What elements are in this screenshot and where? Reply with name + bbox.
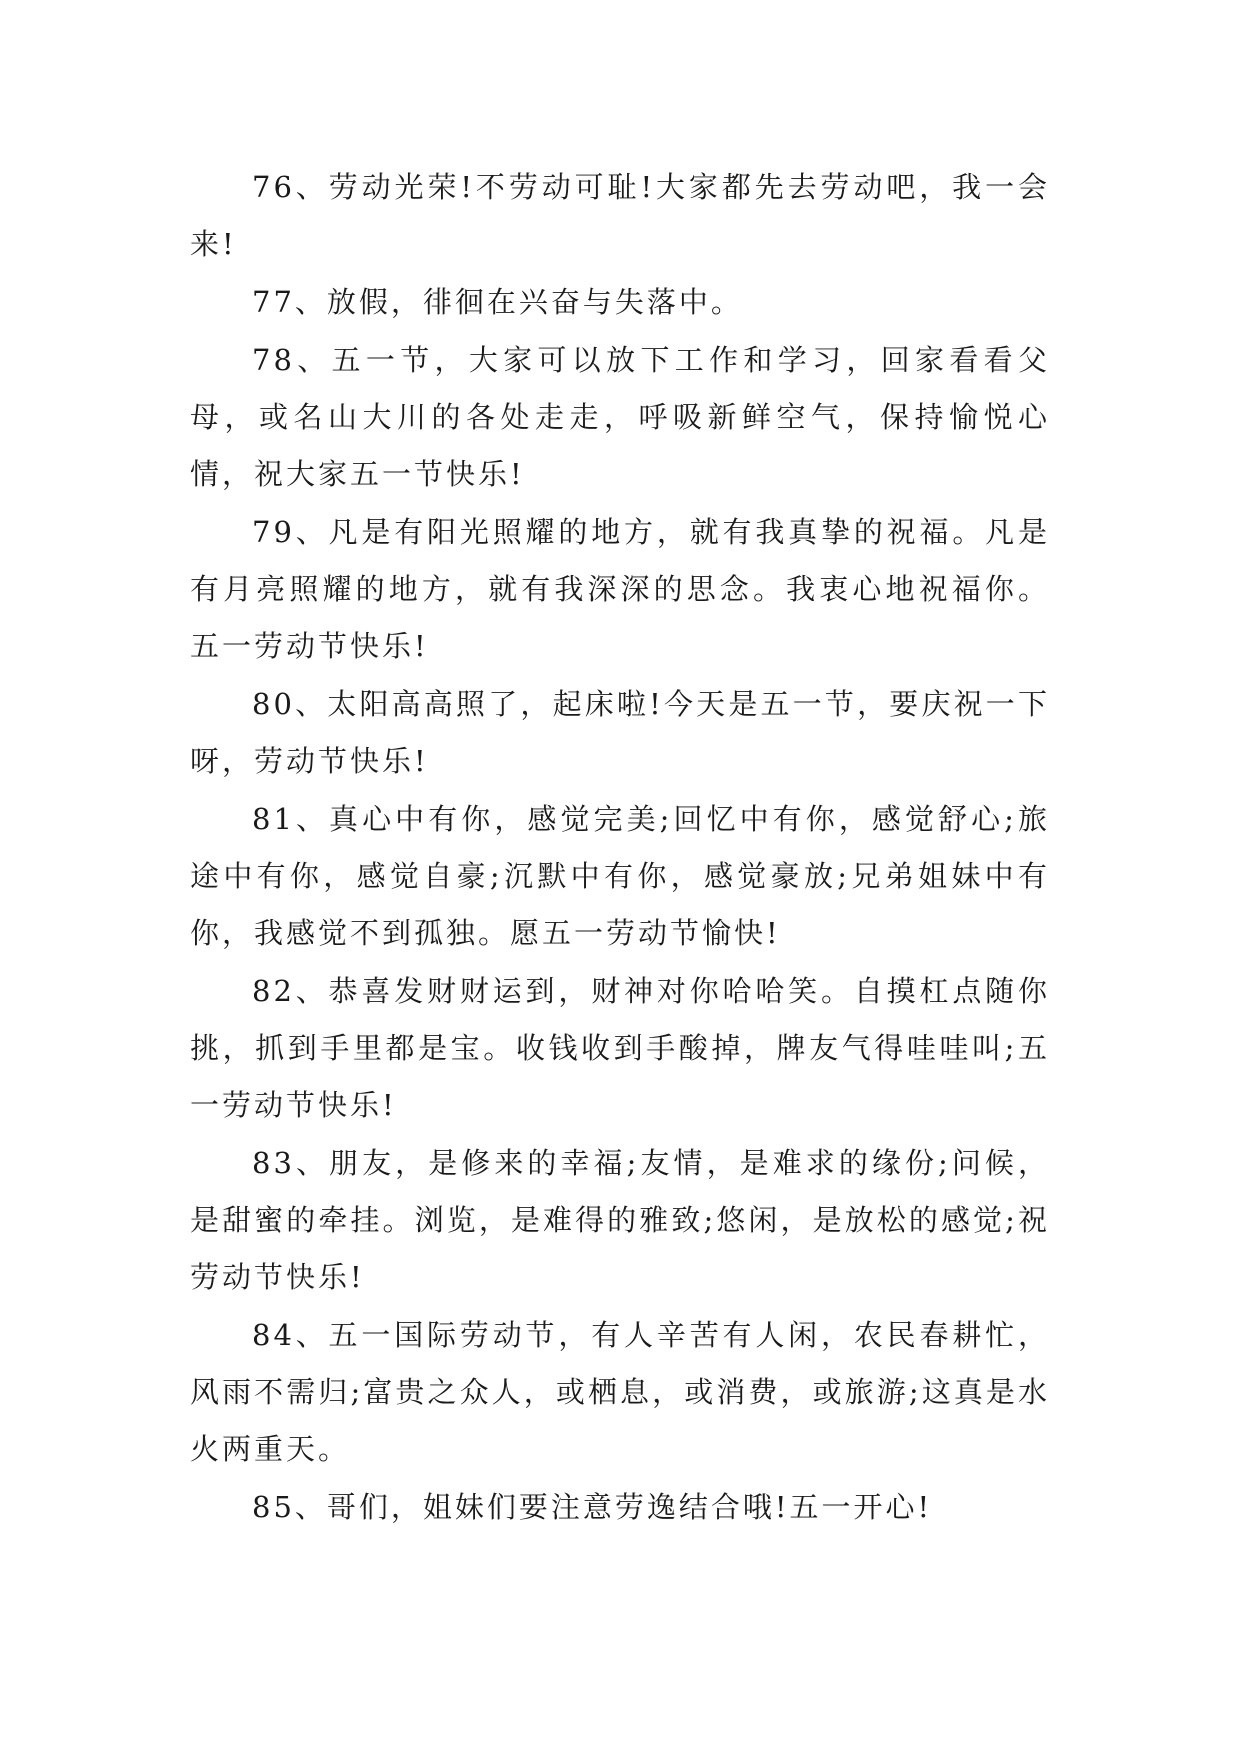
paragraph-85: 85、哥们，姐妹们要注意劳逸结合哦!五一开心!	[252, 1490, 933, 1524]
paragraph-84: 84、五一国际劳动节，有人辛苦有人闲，农民春耕忙，风雨不需归;富贵之众人，或栖息，或消费，或旅游;这真是水火两重天。	[190, 1318, 1050, 1466]
paragraph-79: 79、凡是有阳光照耀的地方，就有我真挚的祝福。凡是有月亮照耀的地方，就有我深深的思念。我衷心地祝福你。五一劳动节快乐!	[190, 515, 1050, 663]
document-body	[190, 159, 1050, 1537]
paragraph-77: 77、放假，徘徊在兴奋与失落中。	[252, 285, 743, 319]
paragraph-83: 83、朋友，是修来的幸福;友情，是难求的缘份;问候，是甜蜜的牵挂。浏览，是难得的雅致;悠闲，是放松的感觉;祝劳动节快乐!	[190, 1146, 1050, 1294]
paragraph-80: 80、太阳高高照了，起床啦!今天是五一节，要庆祝一下呀，劳动节快乐!	[190, 687, 1050, 778]
paragraph-76: 76、劳动光荣!不劳动可耻!大家都先去劳动吧，我一会来!	[190, 170, 1050, 261]
paragraph-78: 78、五一节，大家可以放下工作和学习，回家看看父母，或名山大川的各处走走，呼吸新鲜空气，保持愉悦心情，祝大家五一节快乐!	[190, 343, 1050, 491]
paragraph-81: 81、真心中有你，感觉完美;回忆中有你，感觉舒心;旅途中有你，感觉自豪;沉默中有你，感觉豪放;兄弟姐妹中有你，我感觉不到孤独。愿五一劳动节愉快!	[190, 802, 1050, 950]
paragraph-82: 82、恭喜发财财运到，财神对你哈哈笑。自摸杠点随你挑，抓到手里都是宝。收钱收到手酸掉，牌友气得哇哇叫;五一劳动节快乐!	[190, 974, 1050, 1122]
